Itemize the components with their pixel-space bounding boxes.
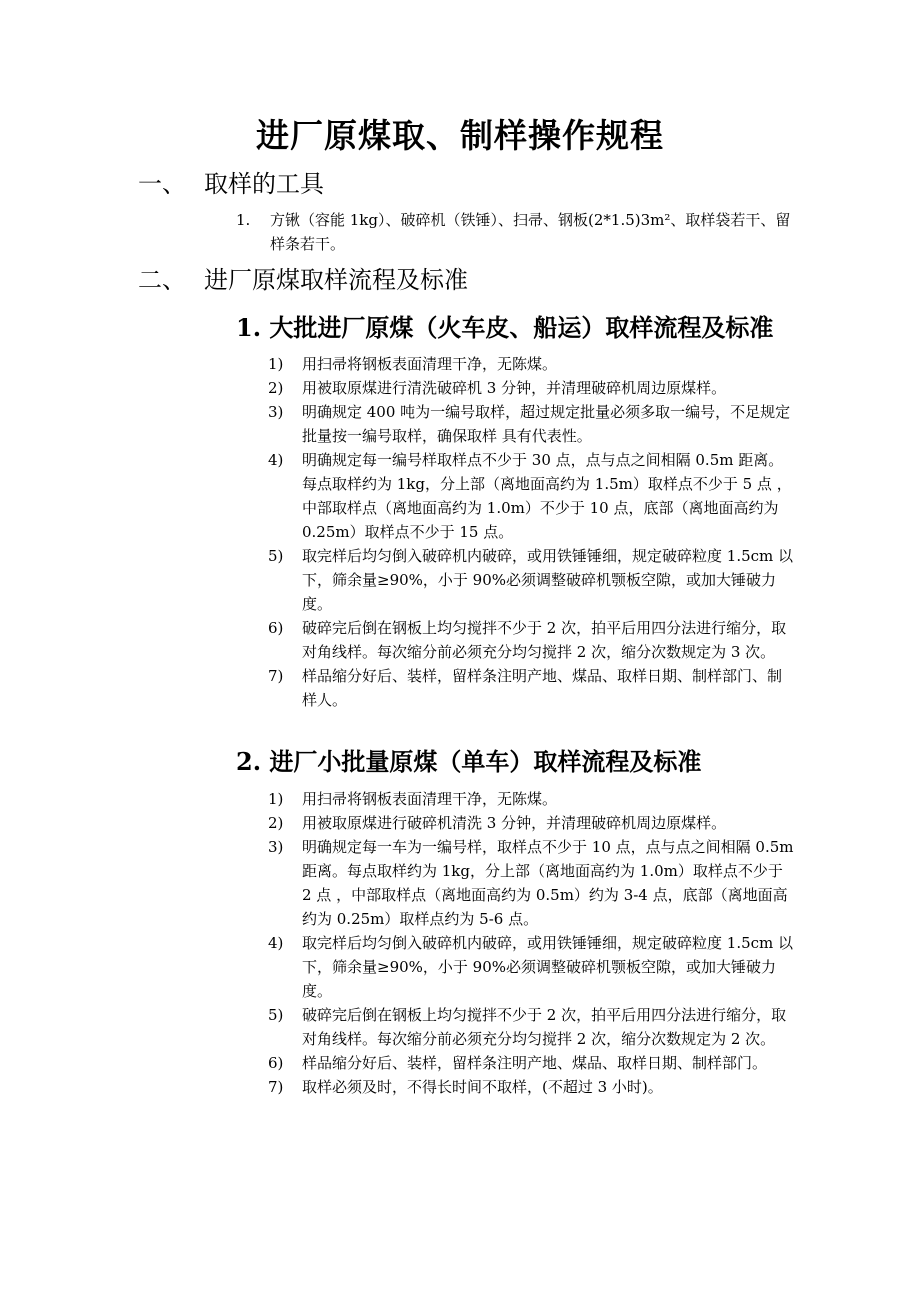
tools-list [236, 208, 796, 256]
item-number: 2) [268, 814, 284, 832]
item-text: 方锹（容能 1kg）、破碎机（铁锤）、扫帚、钢板(2*1.5)3m²、取样袋若干、留样条若干。 [270, 211, 791, 253]
page-title: 进厂原煤取、制样操作规程 [256, 116, 664, 155]
small-batch-steps-list [268, 787, 796, 1099]
item-number: 1) [268, 355, 284, 373]
item-text: 破碎完后倒在钢板上均匀搅拌不少于 2 次，拍平后用四分法进行缩分，取对角线样。每次缩分前必须充分均匀搅拌 2 次，缩分次数规定为 3 次。 [302, 619, 787, 661]
section-title: 取样的工具 [204, 170, 324, 198]
item-number: 3) [268, 403, 284, 421]
item-text: 取完样后均匀倒入破碎机内破碎，或用铁锤锤细，规定破碎粒度 1.5cm 以下，筛余量≥90%，小于 90%必须调整破碎机颚板空隙，或加大锤破力度。 [302, 934, 794, 1000]
item-number: 1) [268, 790, 284, 808]
section-title: 进厂原煤取样流程及标准 [204, 266, 468, 294]
subsection-heading-bulk: 1. 大批进厂原煤（火车皮、船运）取样流程及标准 [236, 313, 774, 342]
list-item [268, 811, 796, 835]
item-number: 6) [268, 1054, 284, 1072]
list-item [268, 448, 796, 544]
item-text: 用扫帚将钢板表面清理干净，无陈煤。 [302, 790, 558, 808]
item-text: 用扫帚将钢板表面清理干净，无陈煤。 [302, 355, 558, 373]
item-number: 4) [268, 934, 284, 952]
item-text: 明确规定每一编号样取样点不少于 30 点，点与点之间相隔 0.5m 距离。每点取样约为 1kg，分上部（离地面高约为 1.5m）取样点不少于 5 点 ，中部取样点（离地面高约为 1.0m）不少于 10 点，底部（离地面高约为 0.25m）取样点不少于 15 点。 [302, 451, 792, 541]
list-item [268, 400, 796, 448]
item-text: 明确规定每一车为一编号样，取样点不少于 10 点，点与点之间相隔 0.5m 距离。每点取样约为 1kg，分上部（离地面高约为 1.0m）取样点不少于 2 点 ，中部取样点（离地面高约为 0.5m）约为 3-4 点，底部（离地面高约为 0.25m）取样点约为 5-6 点。 [302, 838, 794, 928]
section-number: 二、 [138, 266, 186, 294]
section-number: 一、 [138, 170, 186, 198]
list-item [268, 1051, 796, 1075]
item-number: 4) [268, 451, 284, 469]
list-item [268, 931, 796, 1003]
list-item [268, 352, 796, 376]
item-number: 5) [268, 1006, 284, 1024]
list-item [268, 835, 796, 931]
bulk-steps-list [268, 352, 796, 712]
list-item [268, 616, 796, 664]
item-text: 取完样后均匀倒入破碎机内破碎，或用铁锤锤细，规定破碎粒度 1.5cm 以下，筛余量≥90%，小于 90%必须调整破碎机颚板空隙，或加大锤破力度。 [302, 547, 794, 613]
item-number: 1. [236, 211, 251, 229]
item-number: 7) [268, 1078, 284, 1096]
list-item [268, 544, 796, 616]
list-item [268, 787, 796, 811]
item-text: 明确规定 400 吨为一编号取样，超过规定批量必须多取一编号，不足规定批量按一编号取样，确保取样 具有代表性。 [302, 403, 791, 445]
list-item [268, 376, 796, 400]
subsection-heading-small-batch: 2. 进厂小批量原煤（单车）取样流程及标准 [236, 747, 702, 776]
item-text: 用被取原煤进行清洗破碎机 3 分钟，并清理破碎机周边原煤样。 [302, 379, 727, 397]
item-number: 6) [268, 619, 284, 637]
item-text: 用被取原煤进行破碎机清洗 3 分钟，并清理破碎机周边原煤样。 [302, 814, 727, 832]
list-item [268, 1003, 796, 1051]
item-number: 5) [268, 547, 284, 565]
list-item [268, 1075, 796, 1099]
item-number: 2) [268, 379, 284, 397]
list-item [236, 208, 796, 256]
item-text: 取样必须及时，不得长时间不取样，(不超过 3 小时)。 [302, 1078, 663, 1096]
list-item [268, 664, 796, 712]
item-number: 7) [268, 667, 284, 685]
item-number: 3) [268, 838, 284, 856]
item-text: 样品缩分好后、装样，留样条注明产地、煤品、取样日期、制样部门、制样人。 [302, 667, 783, 709]
item-text: 样品缩分好后、装样，留样条注明产地、煤品、取样日期、制样部门。 [302, 1054, 768, 1072]
item-text: 破碎完后倒在钢板上均匀搅拌不少于 2 次，拍平后用四分法进行缩分，取对角线样。每次缩分前必须充分均匀搅拌 2 次，缩分次数规定为 2 次。 [302, 1006, 787, 1048]
